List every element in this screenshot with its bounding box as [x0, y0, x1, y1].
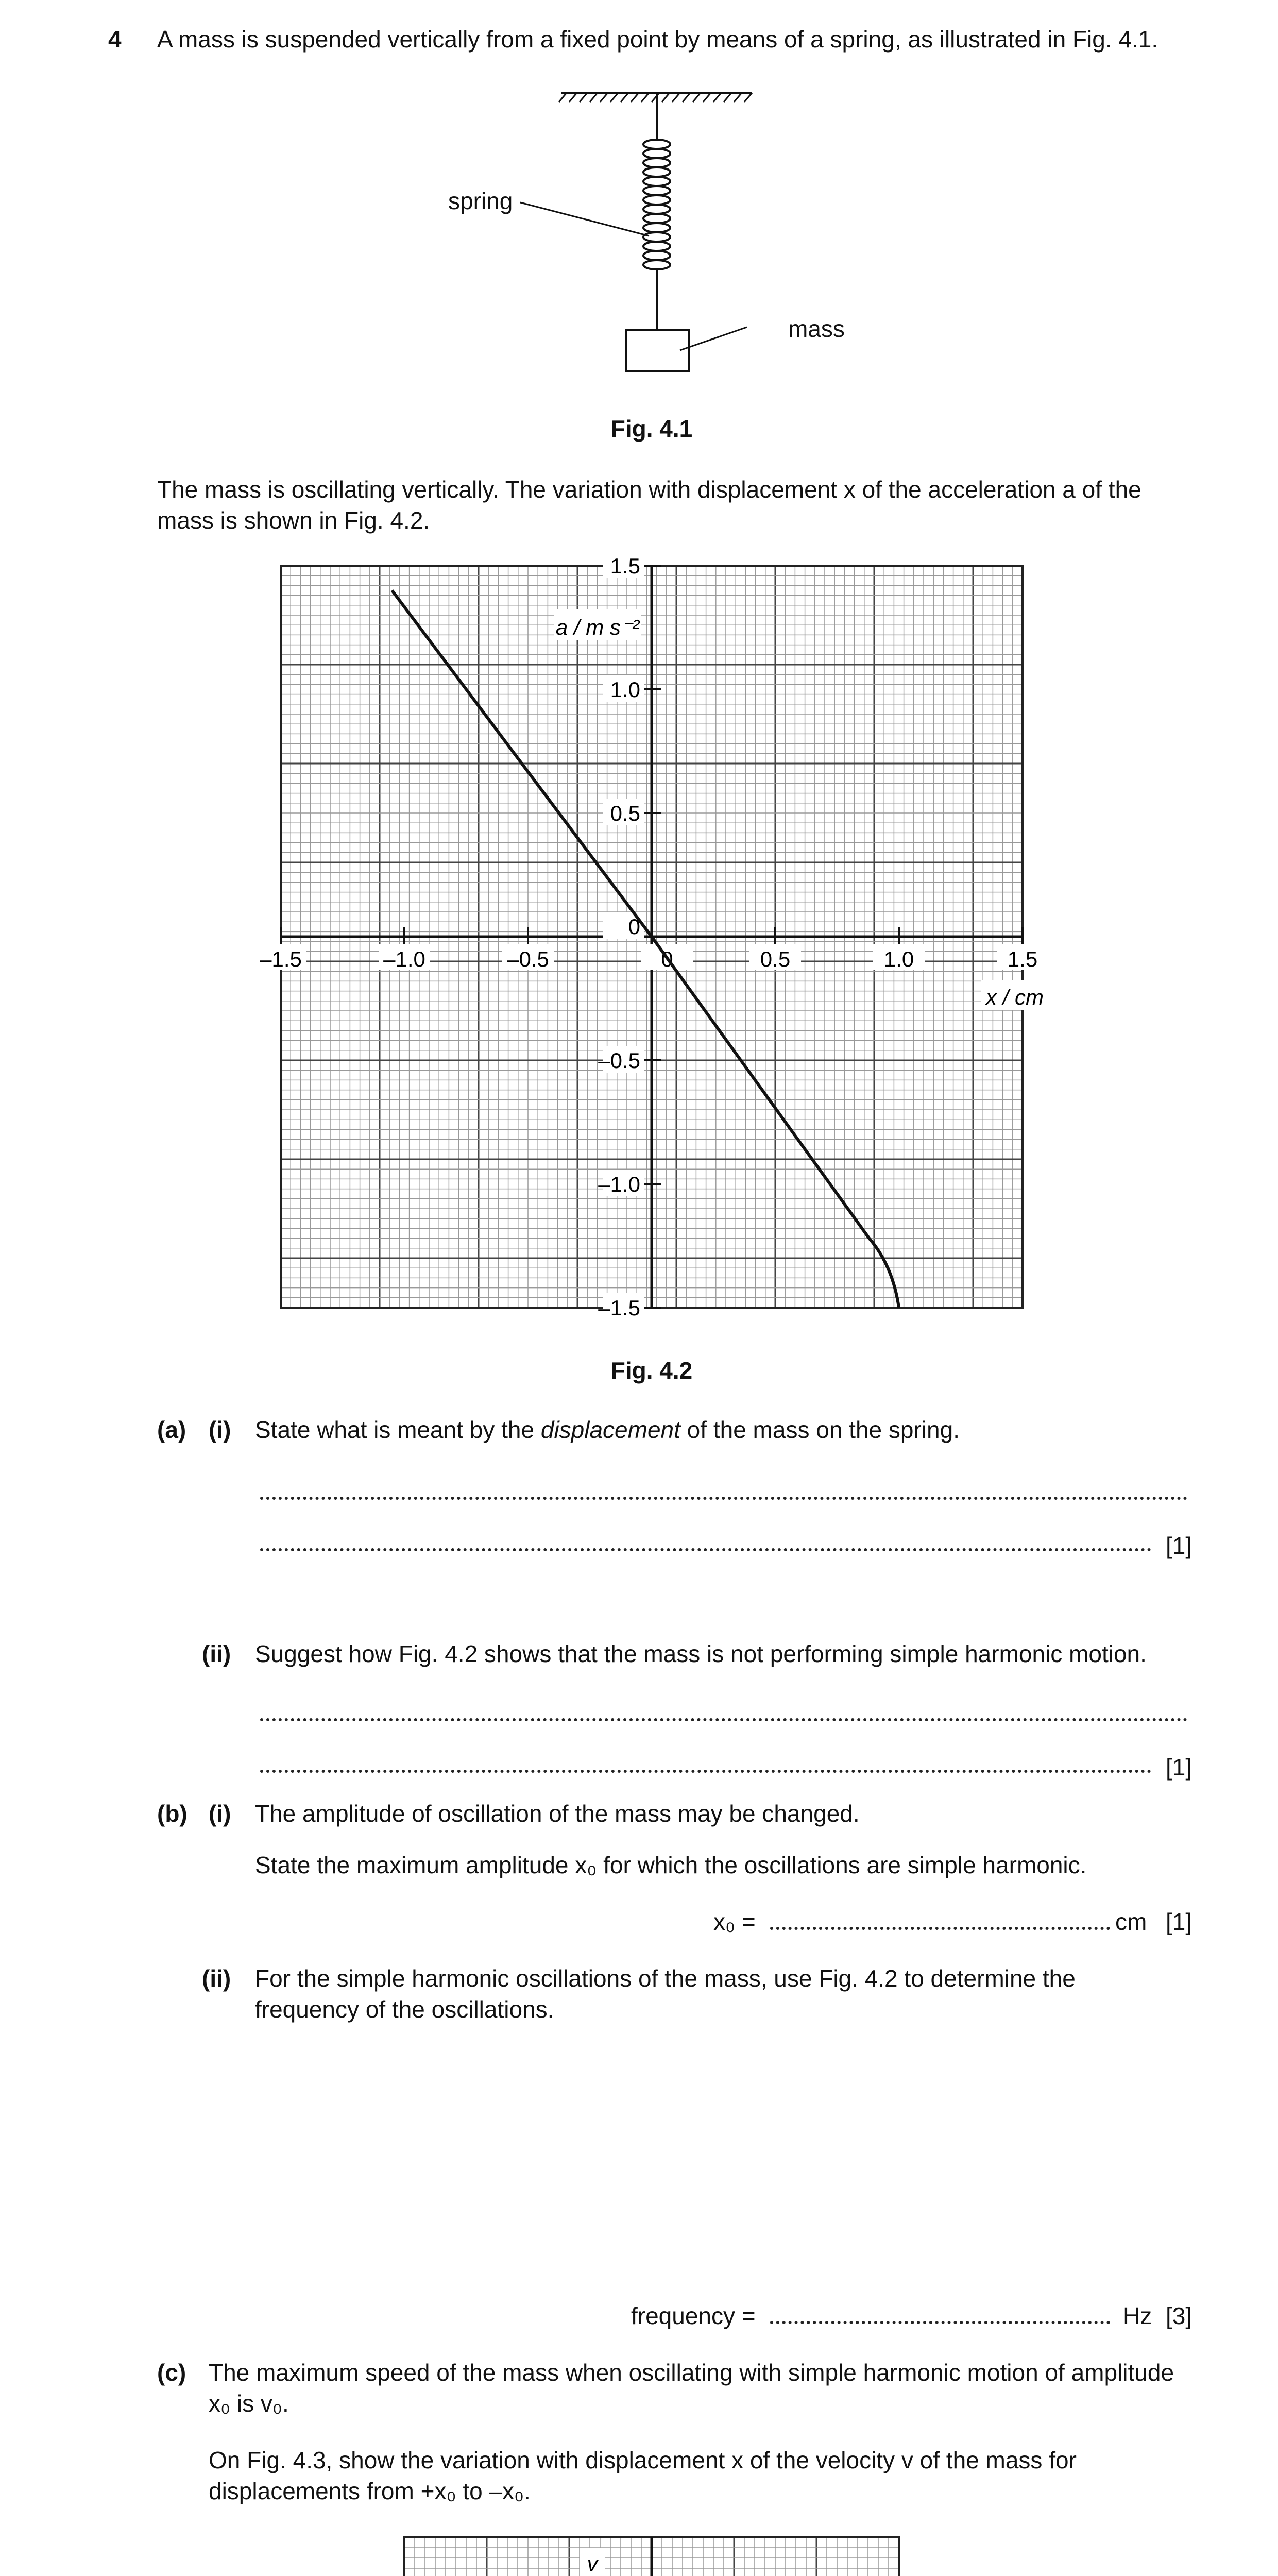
- v-axis-label: v: [587, 2551, 598, 2575]
- part-b-ii-question: For the simple harmonic oscillations of the mass, use Fig. 4.2 to determine the frequency of the oscillations.: [255, 1965, 1076, 2023]
- part-a-ii-label: (ii): [202, 1640, 231, 1667]
- y-tick-label: 1.0: [610, 677, 640, 702]
- frequency-answer-unit: Hz: [1123, 2302, 1152, 2329]
- part-b-label: (b): [157, 1800, 188, 1827]
- y-tick-label: 0.5: [610, 801, 640, 825]
- y-tick-label: 1.5: [610, 554, 640, 578]
- frequency-answer-prefix: frequency =: [631, 2302, 756, 2329]
- part-b-ii-label: (ii): [202, 1965, 231, 1992]
- mark-b-i: [1]: [1166, 1908, 1192, 1935]
- x-tick-label: –1.5: [260, 947, 302, 971]
- x0-answer-unit: cm: [1115, 1908, 1147, 1935]
- y-tick-label: –1.0: [598, 1172, 640, 1196]
- part-a-i-question: State what is meant by the displacement of the mass on the spring.: [255, 1416, 960, 1443]
- x-tick-label: 0: [661, 947, 673, 971]
- spring-label: spring: [448, 188, 513, 214]
- mass-label: mass: [788, 315, 845, 342]
- x-tick-label: –0.5: [507, 947, 549, 971]
- y-axis-label: a / m s⁻²: [555, 615, 640, 639]
- part-a-i-label: (i): [209, 1416, 231, 1443]
- part-b-i-text2: State the maximum amplitude x₀ for which the oscillations are simple harmonic.: [255, 1852, 1087, 1878]
- x-tick-label: 0.5: [760, 947, 791, 971]
- x-tick-label: 1.5: [1007, 947, 1038, 971]
- question-number: 4: [108, 26, 122, 53]
- y-tick-label: 0: [628, 914, 640, 939]
- part-b-i-text1: The amplitude of oscillation of the mass may be changed.: [255, 1800, 860, 1827]
- x-tick-label: 1.0: [883, 947, 914, 971]
- mark-a-i: [1]: [1166, 1532, 1192, 1559]
- y-tick-label: –0.5: [598, 1048, 640, 1073]
- lead-in-text: The mass is oscillating vertically. The variation with displacement x of the acceleration a of the mass is shown in Fig. 4.2.: [157, 476, 1141, 534]
- part-c-text1: The maximum speed of the mass when oscillating with simple harmonic motion of amplitude x₀ is v₀.: [209, 2359, 1174, 2417]
- fig42-caption: Fig. 4.2: [610, 1357, 693, 1384]
- fig41-caption: Fig. 4.1: [610, 415, 693, 442]
- mark-b-ii: [3]: [1166, 2302, 1192, 2329]
- part-c-text2: On Fig. 4.3, show the variation with displacement x of the velocity v of the mass for displacements from +x₀ to –x₀.: [209, 2447, 1077, 2504]
- part-c-label: (c): [157, 2359, 186, 2386]
- mark-a-ii: [1]: [1166, 1754, 1192, 1781]
- x0-answer-prefix: x₀ =: [713, 1908, 756, 1935]
- x-tick-label: –1.0: [383, 947, 425, 971]
- part-a-ii-question: Suggest how Fig. 4.2 shows that the mass is not performing simple harmonic motion.: [255, 1640, 1147, 1667]
- question-intro: A mass is suspended vertically from a fixed point by means of a spring, as illustrated in Fig. 4.1.: [157, 26, 1158, 53]
- x-axis-label: x / cm: [986, 985, 1044, 1009]
- y-tick-label: –1.5: [598, 1296, 640, 1320]
- part-a-label: (a): [157, 1416, 186, 1443]
- part-b-i-label: (i): [209, 1800, 231, 1827]
